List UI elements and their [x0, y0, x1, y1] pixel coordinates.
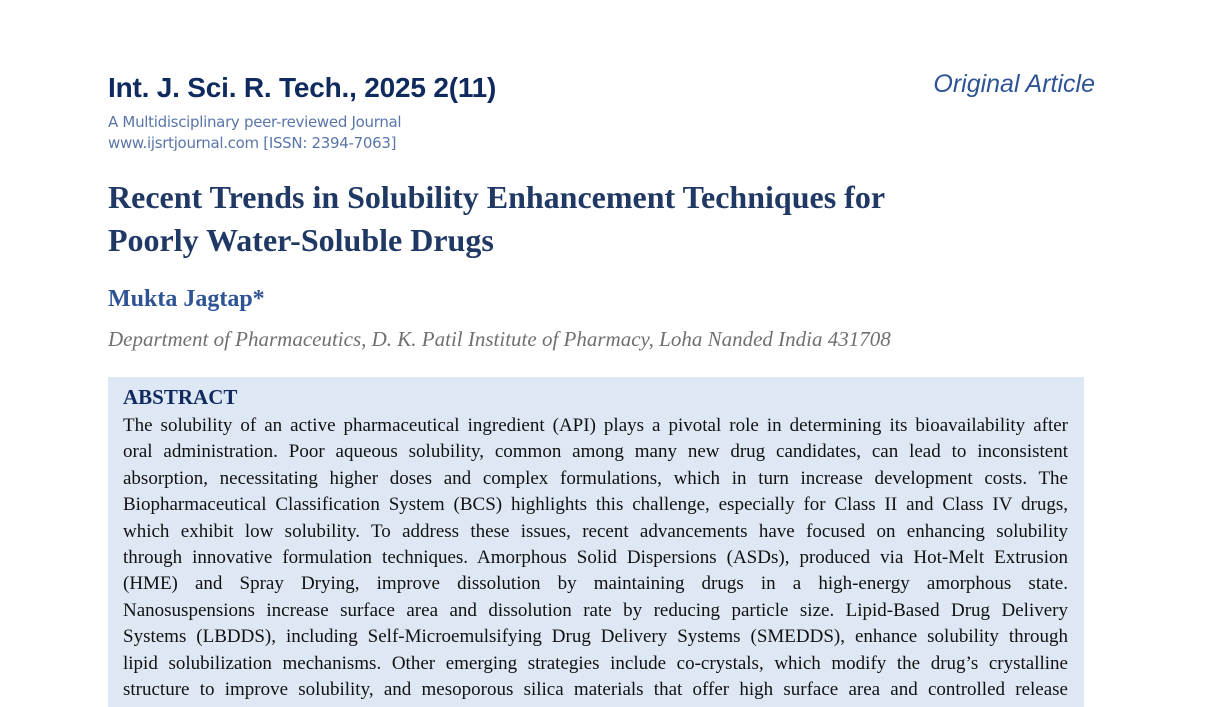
- journal-title: Int. J. Sci. R. Tech., 2025 2(11): [108, 72, 497, 103]
- journal-tagline: A Multidisciplinary peer-reviewed Journal: [108, 113, 402, 131]
- abstract-line: which exhibit low solubility. To address these issues, recent advancements have focused on enhancing solubility: [123, 520, 1068, 542]
- abstract-line: Systems (LBDDS), including Self-Microemulsifying Drug Delivery Systems (SMEDDS), enhance solubility through: [123, 626, 1068, 648]
- abstract-line: The solubility of an active pharmaceutical ingredient (API) plays a pivotal role in determining its bioavailability after: [123, 415, 1068, 436]
- abstract-line: (HME) and Spray Drying, improve dissolution by maintaining drugs in a high-energy amorphous state.: [123, 573, 1068, 595]
- paper-title-line-2: Poorly Water-Soluble Drugs: [108, 222, 494, 258]
- journal-website-issn: www.ijsrtjournal.com [ISSN: 2394-7063]: [108, 134, 397, 152]
- paper-title: [108, 176, 1108, 262]
- abstract-line: Nanosuspensions increase surface area and dissolution rate by reducing particle size. Lipid-Based Drug Delivery: [123, 599, 1068, 621]
- abstract-body: [123, 413, 1068, 703]
- abstract-line: Biopharmaceutical Classification System (BCS) highlights this challenge, especially for Class II and Class IV drugs,: [123, 494, 1068, 516]
- abstract-line: structure to improve solubility, and mesoporous silica materials that offer high surface area and controlled release: [123, 679, 1068, 701]
- paper-title-line-1: Recent Trends in Solubility Enhancement Techniques for: [108, 179, 886, 215]
- abstract-line: lipid solubilization mechanisms. Other emerging strategies include co-crystals, which modify the drug’s crystalline: [123, 652, 1068, 674]
- abstract-heading: ABSTRACT: [123, 385, 238, 409]
- abstract-line: oral administration. Poor aqueous solubility, common among many new drug candidates, can lead to inconsistent: [123, 441, 1068, 463]
- author-affiliation: Department of Pharmaceutics, D. K. Patil Institute of Pharmacy, Loha Nanded India 431708: [108, 327, 891, 351]
- abstract-box: [108, 377, 1084, 707]
- author-name: Mukta Jagtap*: [108, 286, 265, 312]
- abstract-line: through innovative formulation techniques. Amorphous Solid Dispersions (ASDs), produced via Hot-Melt Extrusion: [123, 547, 1068, 569]
- article-type: Original Article: [933, 70, 1095, 98]
- abstract-line: absorption, necessitating higher doses and complex formulations, which in turn increase development costs. The: [123, 467, 1068, 489]
